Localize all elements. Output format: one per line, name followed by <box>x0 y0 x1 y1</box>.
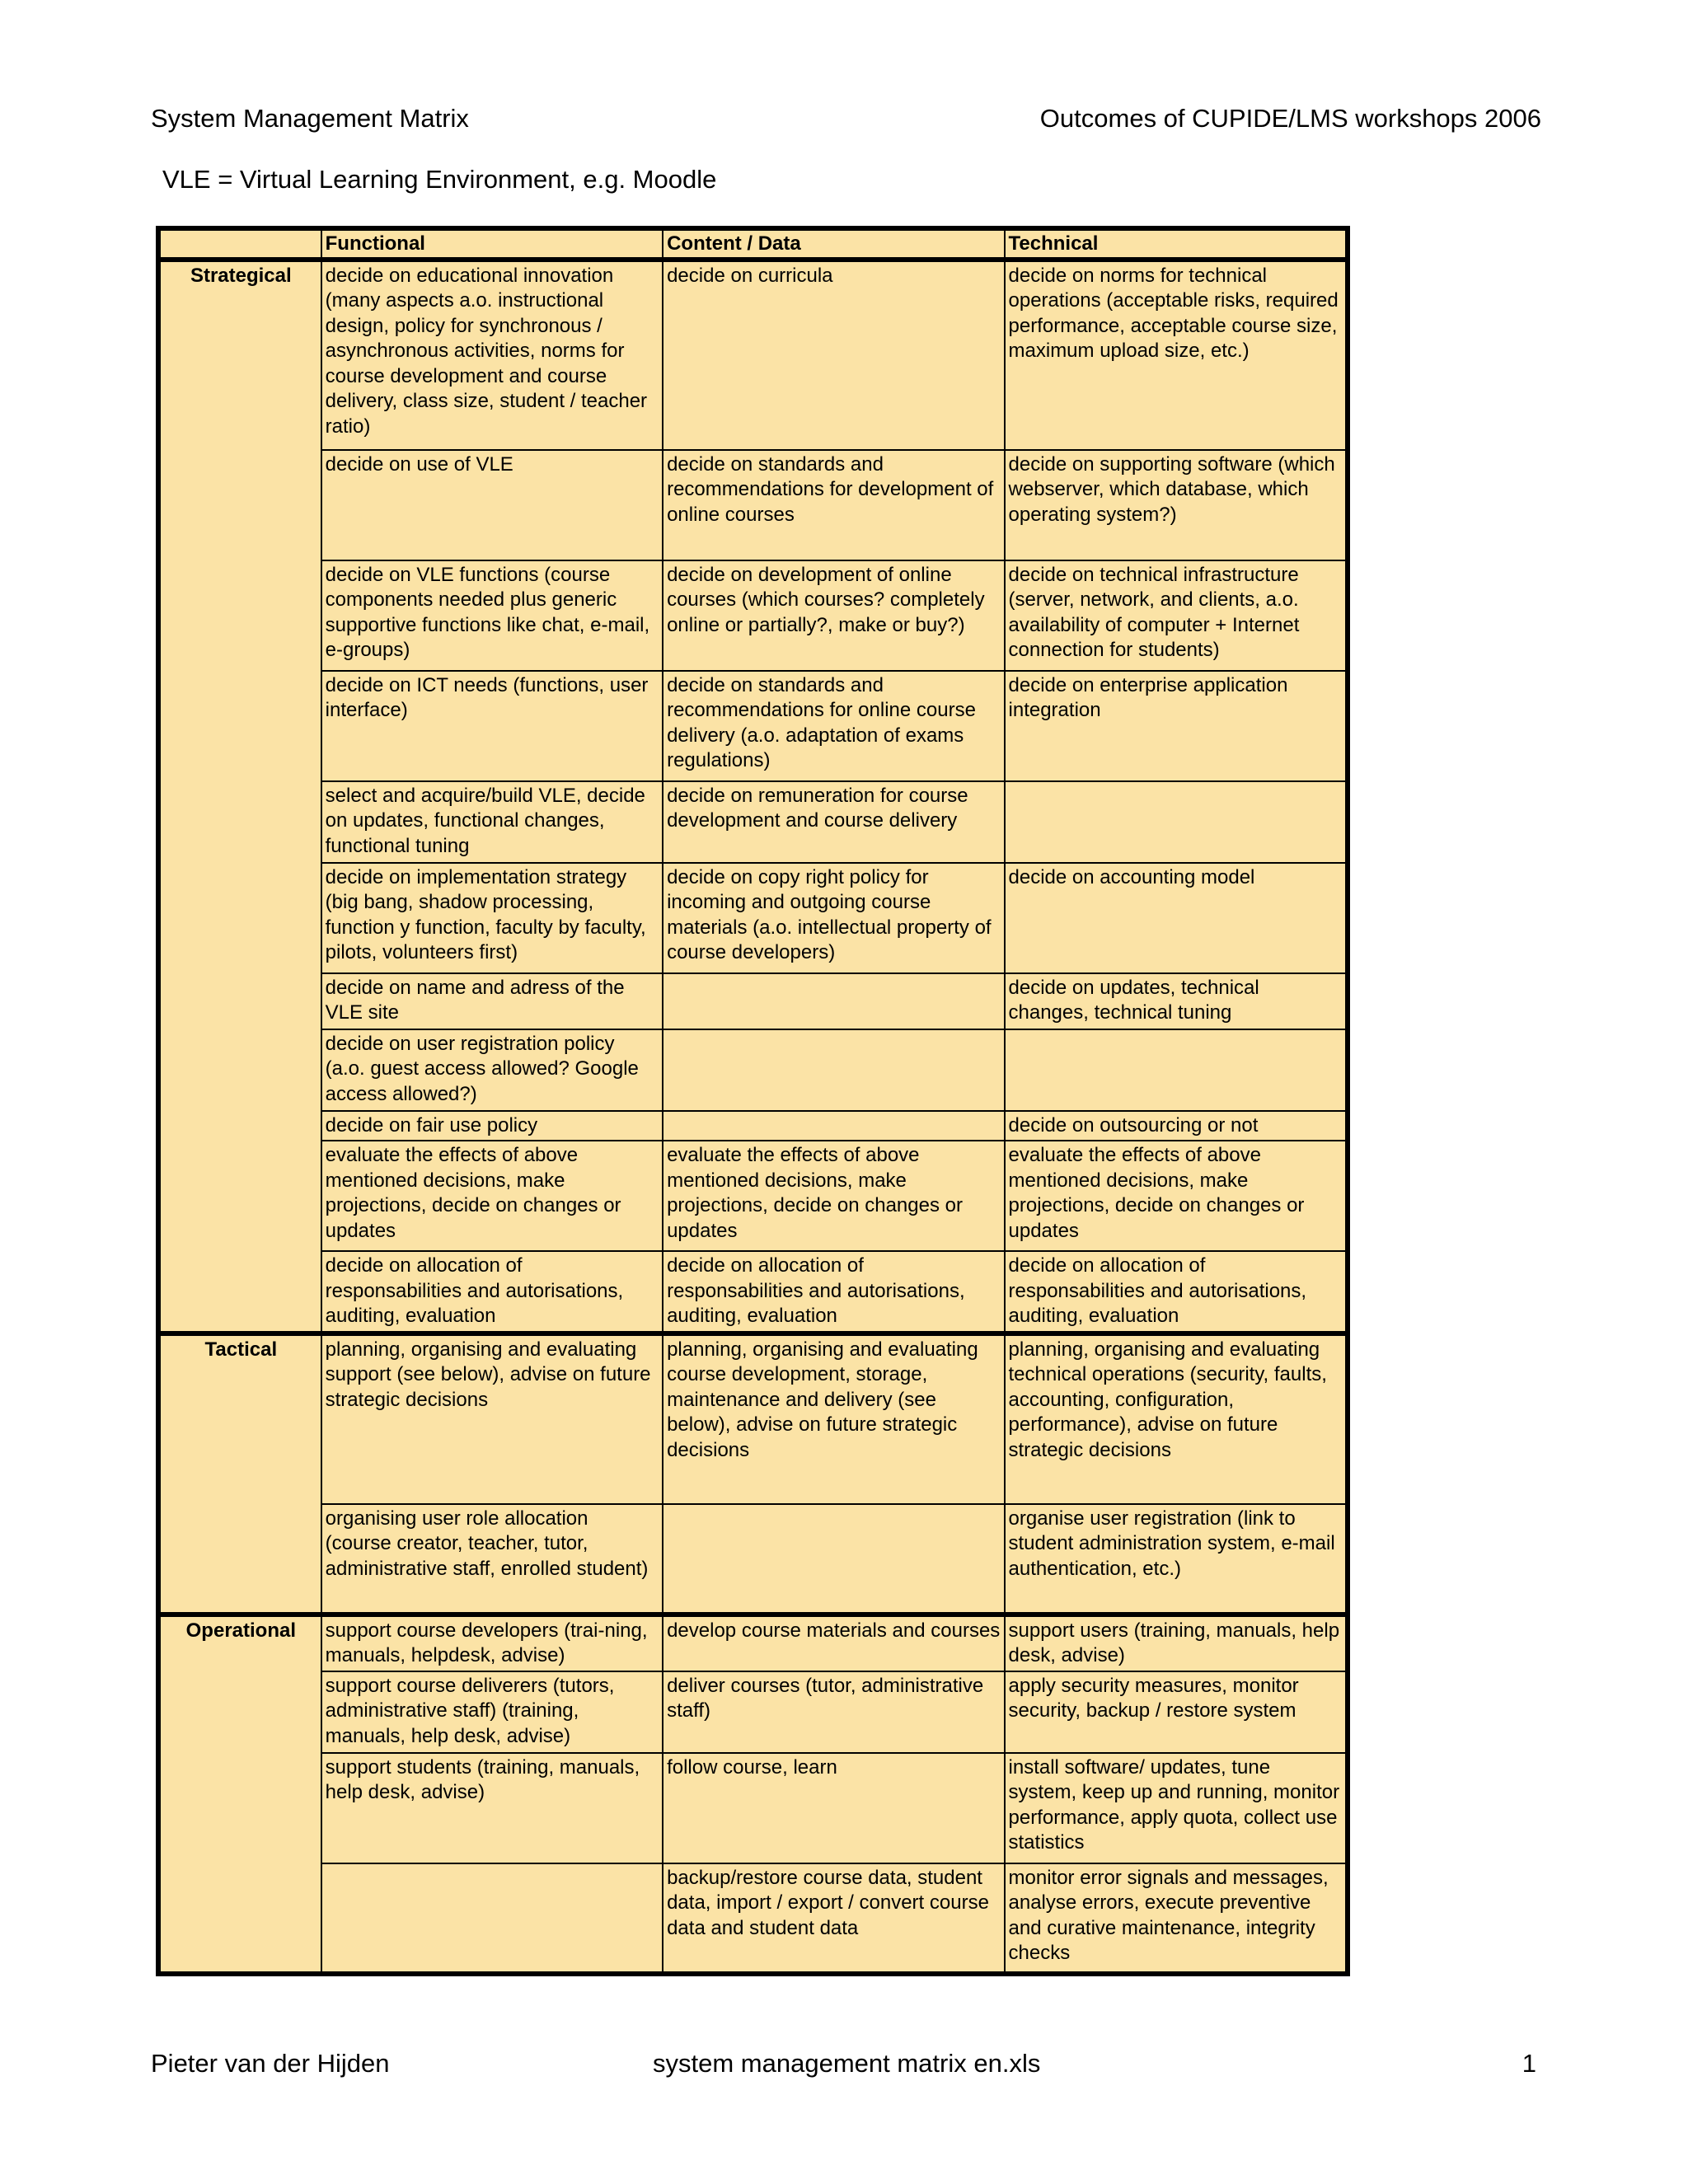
cell-content-data <box>663 973 1004 1029</box>
cell-functional: decide on use of VLE <box>321 450 663 560</box>
table-row <box>158 1141 1348 1251</box>
table-row <box>158 560 1348 671</box>
cell-content-data: decide on remuneration for course development and course delivery <box>663 781 1004 863</box>
header-left: System Management Matrix <box>151 104 469 133</box>
cell-functional: decide on educational innovation (many aspects a.o. instructional design, policy for synchronous / asynchronous activities, norms for course development and course delivery, class size, student / teacher ratio) <box>321 260 663 450</box>
cell-content-data: develop course materials and courses <box>663 1615 1004 1671</box>
table-row <box>158 260 1348 450</box>
table-row <box>158 450 1348 560</box>
footer-page-number: 1 <box>1522 2049 1536 2078</box>
cell-content-data <box>663 1504 1004 1615</box>
table-row <box>158 863 1348 973</box>
table-row <box>158 1863 1348 1974</box>
cell-technical: organise user registration (link to student administration system, e-mail authentication, etc.) <box>1005 1504 1348 1615</box>
cell-technical: decide on updates, technical changes, technical tuning <box>1005 973 1348 1029</box>
cell-functional <box>321 1863 663 1974</box>
cell-functional: decide on ICT needs (functions, user interface) <box>321 671 663 781</box>
cell-functional: support students (training, manuals, help desk, advise) <box>321 1753 663 1863</box>
cell-functional: support course developers (trai-ning, manuals, helpdesk, advise) <box>321 1615 663 1671</box>
cell-functional: evaluate the effects of above mentioned decisions, make projections, decide on changes or updates <box>321 1141 663 1251</box>
cell-content-data: deliver courses (tutor, administrative staff) <box>663 1671 1004 1753</box>
cell-content-data: decide on allocation of responsabilities and autorisations, auditing, evaluation <box>663 1251 1004 1333</box>
column-header-functional: Functional <box>321 228 663 260</box>
table-row <box>158 1029 1348 1111</box>
cell-content-data <box>663 1029 1004 1111</box>
cell-functional: decide on user registration policy (a.o. guest access allowed? Google access allowed?) <box>321 1029 663 1111</box>
cell-content-data: planning, organising and evaluating course development, storage, maintenance and delivery (see below), advise on future strategic decisions <box>663 1333 1004 1504</box>
cell-functional: planning, organising and evaluating support (see below), advise on future strategic decisions <box>321 1333 663 1504</box>
cell-technical: decide on accounting model <box>1005 863 1348 973</box>
table-row <box>158 1333 1348 1504</box>
cell-technical: decide on outsourcing or not <box>1005 1111 1348 1141</box>
footer-author: Pieter van der Hijden <box>151 2049 390 2078</box>
cell-functional: decide on allocation of responsabilities and autorisations, auditing, evaluation <box>321 1251 663 1333</box>
cell-content-data <box>663 1111 1004 1141</box>
table-row <box>158 1504 1348 1615</box>
cell-technical: apply security measures, monitor security, backup / restore system <box>1005 1671 1348 1753</box>
cell-content-data: decide on standards and recommendations for development of online courses <box>663 450 1004 560</box>
table-row <box>158 1671 1348 1753</box>
cell-content-data: evaluate the effects of above mentioned decisions, make projections, decide on changes or updates <box>663 1141 1004 1251</box>
level-label: Operational <box>158 1615 321 1974</box>
table-row <box>158 671 1348 781</box>
column-header-row <box>158 228 1348 260</box>
cell-functional: decide on VLE functions (course components needed plus generic supportive functions like chat, e-mail, e-groups) <box>321 560 663 671</box>
cell-content-data: decide on curricula <box>663 260 1004 450</box>
cell-content-data: decide on standards and recommendations for online course delivery (a.o. adaptation of exams regulations) <box>663 671 1004 781</box>
cell-technical: monitor error signals and messages, analyse errors, execute preventive and curative maintenance, integrity checks <box>1005 1863 1348 1974</box>
cell-functional: organising user role allocation (course creator, teacher, tutor, administrative staff, enrolled student) <box>321 1504 663 1615</box>
cell-functional: support course deliverers (tutors, administrative staff) (training, manuals, help desk, advise) <box>321 1671 663 1753</box>
subtitle: VLE = Virtual Learning Environment, e.g. Moodle <box>162 165 717 194</box>
cell-content-data: decide on development of online courses (which courses? completely online or partially?, make or buy?) <box>663 560 1004 671</box>
column-header-content-data: Content / Data <box>663 228 1004 260</box>
cell-content-data: decide on copy right policy for incoming and outgoing course materials (a.o. intellectual property of course developers) <box>663 863 1004 973</box>
cell-technical: install software/ updates, tune system, keep up and running, monitor performance, apply quota, collect use statistics <box>1005 1753 1348 1863</box>
table-row <box>158 1251 1348 1333</box>
cell-technical <box>1005 1029 1348 1111</box>
level-label: Strategical <box>158 260 321 1333</box>
cell-content-data: follow course, learn <box>663 1753 1004 1863</box>
cell-functional: select and acquire/build VLE, decide on updates, functional changes, functional tuning <box>321 781 663 863</box>
cell-content-data: backup/restore course data, student data, import / export / convert course data and student data <box>663 1863 1004 1974</box>
table-row <box>158 781 1348 863</box>
level-label: Tactical <box>158 1333 321 1615</box>
column-header-technical: Technical <box>1005 228 1348 260</box>
cell-technical <box>1005 781 1348 863</box>
cell-functional: decide on fair use policy <box>321 1111 663 1141</box>
matrix-body <box>158 228 1348 1974</box>
table-row <box>158 1111 1348 1141</box>
cell-technical: evaluate the effects of above mentioned decisions, make projections, decide on changes or updates <box>1005 1141 1348 1251</box>
cell-technical: decide on allocation of responsabilities and autorisations, auditing, evaluation <box>1005 1251 1348 1333</box>
table-row <box>158 1753 1348 1863</box>
corner-cell <box>158 228 321 260</box>
cell-functional: decide on name and adress of the VLE site <box>321 973 663 1029</box>
header-right: Outcomes of CUPIDE/LMS workshops 2006 <box>1039 104 1541 133</box>
cell-technical: support users (training, manuals, help desk, advise) <box>1005 1615 1348 1671</box>
cell-technical: decide on enterprise application integration <box>1005 671 1348 781</box>
system-management-matrix <box>156 226 1350 1976</box>
footer-filename: system management matrix en.xls <box>653 2049 1041 2078</box>
cell-technical: planning, organising and evaluating technical operations (security, faults, accounting, configuration, performance), advise on future strategic decisions <box>1005 1333 1348 1504</box>
cell-technical: decide on technical infrastructure (server, network, and clients, a.o. availability of computer + Internet connection for students) <box>1005 560 1348 671</box>
table-row <box>158 1615 1348 1671</box>
cell-technical: decide on supporting software (which webserver, which database, which operating system?) <box>1005 450 1348 560</box>
cell-functional: decide on implementation strategy (big bang, shadow processing, function y function, faculty by faculty, pilots, volunteers first) <box>321 863 663 973</box>
table-row <box>158 973 1348 1029</box>
cell-technical: decide on norms for technical operations (acceptable risks, required performance, acceptable course size, maximum upload size, etc.) <box>1005 260 1348 450</box>
